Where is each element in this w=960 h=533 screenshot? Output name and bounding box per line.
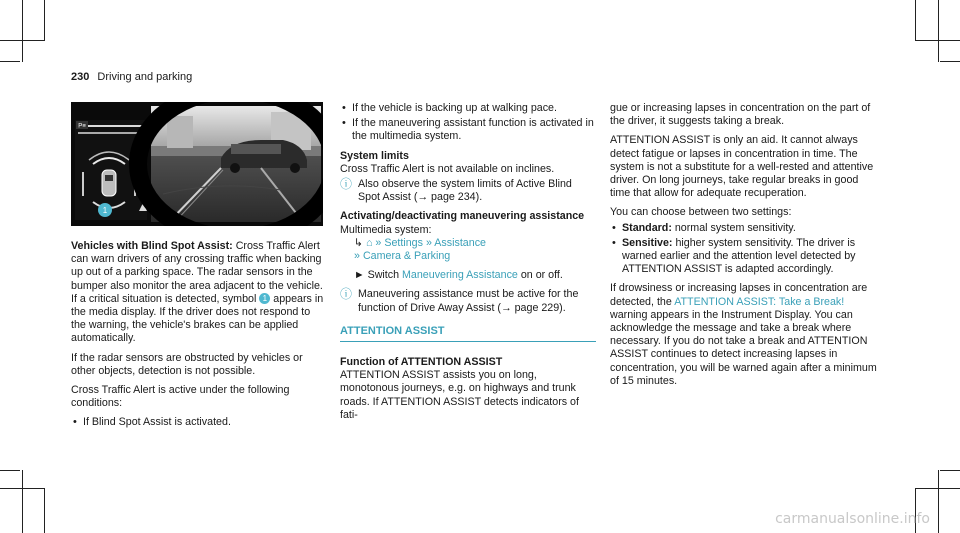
drowsiness-text-1: If drowsiness or increasing lapses in concentration are detected, the [610,282,868,308]
menu-path [340,237,596,263]
switch-step-text: Switch [367,269,403,282]
action-arrow-icon: ► [354,269,365,282]
blind-spot-text-2: appears in the media display. If the driver does not respond to the warning, the vehicle's brakes can be applied automatically. [71,292,324,345]
crop-mark [940,61,960,62]
condition-bullet: • If the vehicle is backing up at walking pace. [340,102,596,115]
drowsiness-text [610,282,878,388]
menu-assistance-link[interactable]: Assistance [434,236,486,249]
menu-camera-parking-link[interactable]: Camera & Parking [362,250,451,263]
parking-badge: P≡ [78,123,86,130]
section-title: ATTENTION ASSIST [340,325,596,342]
parking-camera-figure [71,102,323,226]
active-conditions-text: Cross Traffic Alert is active under the following conditions: [71,384,290,410]
maneuvering-assistance-link[interactable]: Maneuvering Assistance [402,269,518,282]
figure-marker: 1 [102,206,108,215]
blind-spot-paragraph [71,240,325,346]
crop-mark [0,470,20,471]
page-number: 230 [71,71,90,83]
chevron-right-icon: » [425,236,432,249]
drowsiness-text-2: warning appears in the Instrument Display. You can acknowledge the message and take a break where necessary. If you do not take a break and ATTENTION ASSIST continues to detect increasing lapses in concentration, you will be warned again after a minimum of 15 minutes. [610,308,877,387]
note-block [340,178,596,204]
activating-heading: Activating/deactivating maneuvering assistance [340,210,585,223]
take-a-break-message: ATTENTION ASSIST: Take a Break! [674,295,845,308]
condition-bullet: • If Blind Spot Assist is activated. [71,416,325,429]
function-heading: Function of ATTENTION ASSIST [340,356,503,369]
system-limits-heading: System limits [340,149,409,162]
note-icon: ⓘ [340,287,353,302]
aid-text: ATTENTION ASSIST is only an aid. It cannot always detect fatigue or lapses in concentration in time. The system is not a substitute for a well-rested and attentive driver. On long journeys, take regular breaks in good time that allow for adequate recuperation. [610,134,874,200]
condition-bullet: • If the maneuvering assistant function is activated in the multimedia system. [340,117,596,143]
switch-step-text-2: on or off. [517,269,563,282]
multimedia-label: Multimedia system: [340,223,432,236]
crop-mark [915,0,916,41]
blind-spot-heading: Vehicles with Blind Spot Assist: [71,240,233,252]
crop-mark [44,0,45,41]
chevron-right-icon: » [354,250,360,263]
setting-standard-label: Standard: [622,221,672,234]
crop-mark [938,0,939,62]
crop-mark [44,488,45,533]
column-1 [71,240,325,432]
function-text: ATTENTION ASSIST assists you on long, monotonous journeys, e.g. on highways and trunk roads. If ATTENTION ASSIST detects indicators of fati- [340,369,579,421]
crop-mark [940,470,960,471]
crop-mark [0,61,20,62]
fatigue-text: gue or increasing lapses in concentration on the part of the driver, it suggests taking a break. [610,102,871,128]
crop-mark [938,470,939,533]
system-limits-text: Cross Traffic Alert is not available on inclines. [340,162,555,175]
column-3 [610,102,878,394]
column-2 [340,102,596,428]
setting-sensitive-label: Sensitive: [622,236,673,249]
setting-standard [610,222,878,235]
marker-1-icon: 1 [259,293,270,304]
setting-sensitive [610,237,878,277]
settings-intro: You can choose between two settings: [610,206,792,219]
arrow-right-icon: ↳ [354,236,363,249]
page-header-title: Driving and parking [97,71,193,83]
page-header [71,71,192,83]
crop-mark [22,470,23,533]
parking-camera-image [71,102,323,226]
menu-settings-link[interactable]: Settings [384,236,423,249]
watermark: carmanualsonline.info [775,511,930,527]
crop-mark [22,0,23,62]
chevron-right-icon: » [375,236,382,249]
radar-obstructed-text: If the radar sensors are obstructed by vehicles or other objects, detection is not possible. [71,351,303,377]
note-icon: ⓘ [340,177,353,192]
setting-standard-text: normal system sensitivity. [671,221,796,234]
blind-spot-text: Cross Traffic Alert can warn drivers of any crossing traffic when backing up out of a parking space. The radar sensors in the bumper also monitor the area adjacent to the vehicle. If a critical situation is detected, symbol [71,240,323,305]
note-text: Also observe the system limits of Active Blind Spot Assist (→ page 234). [358,178,572,204]
note-block [340,288,596,314]
setting-sensitive-text: higher system sensitivity. The driver is warned earlier and the attention level detected by ATTENTION ASSIST is adapted accordingly. [622,236,856,276]
home-icon[interactable]: ⌂ [365,236,373,249]
note-text: Maneuvering assistance must be active for the function of Drive Away Assist (→ page 229). [358,288,579,314]
switch-step [340,269,596,282]
